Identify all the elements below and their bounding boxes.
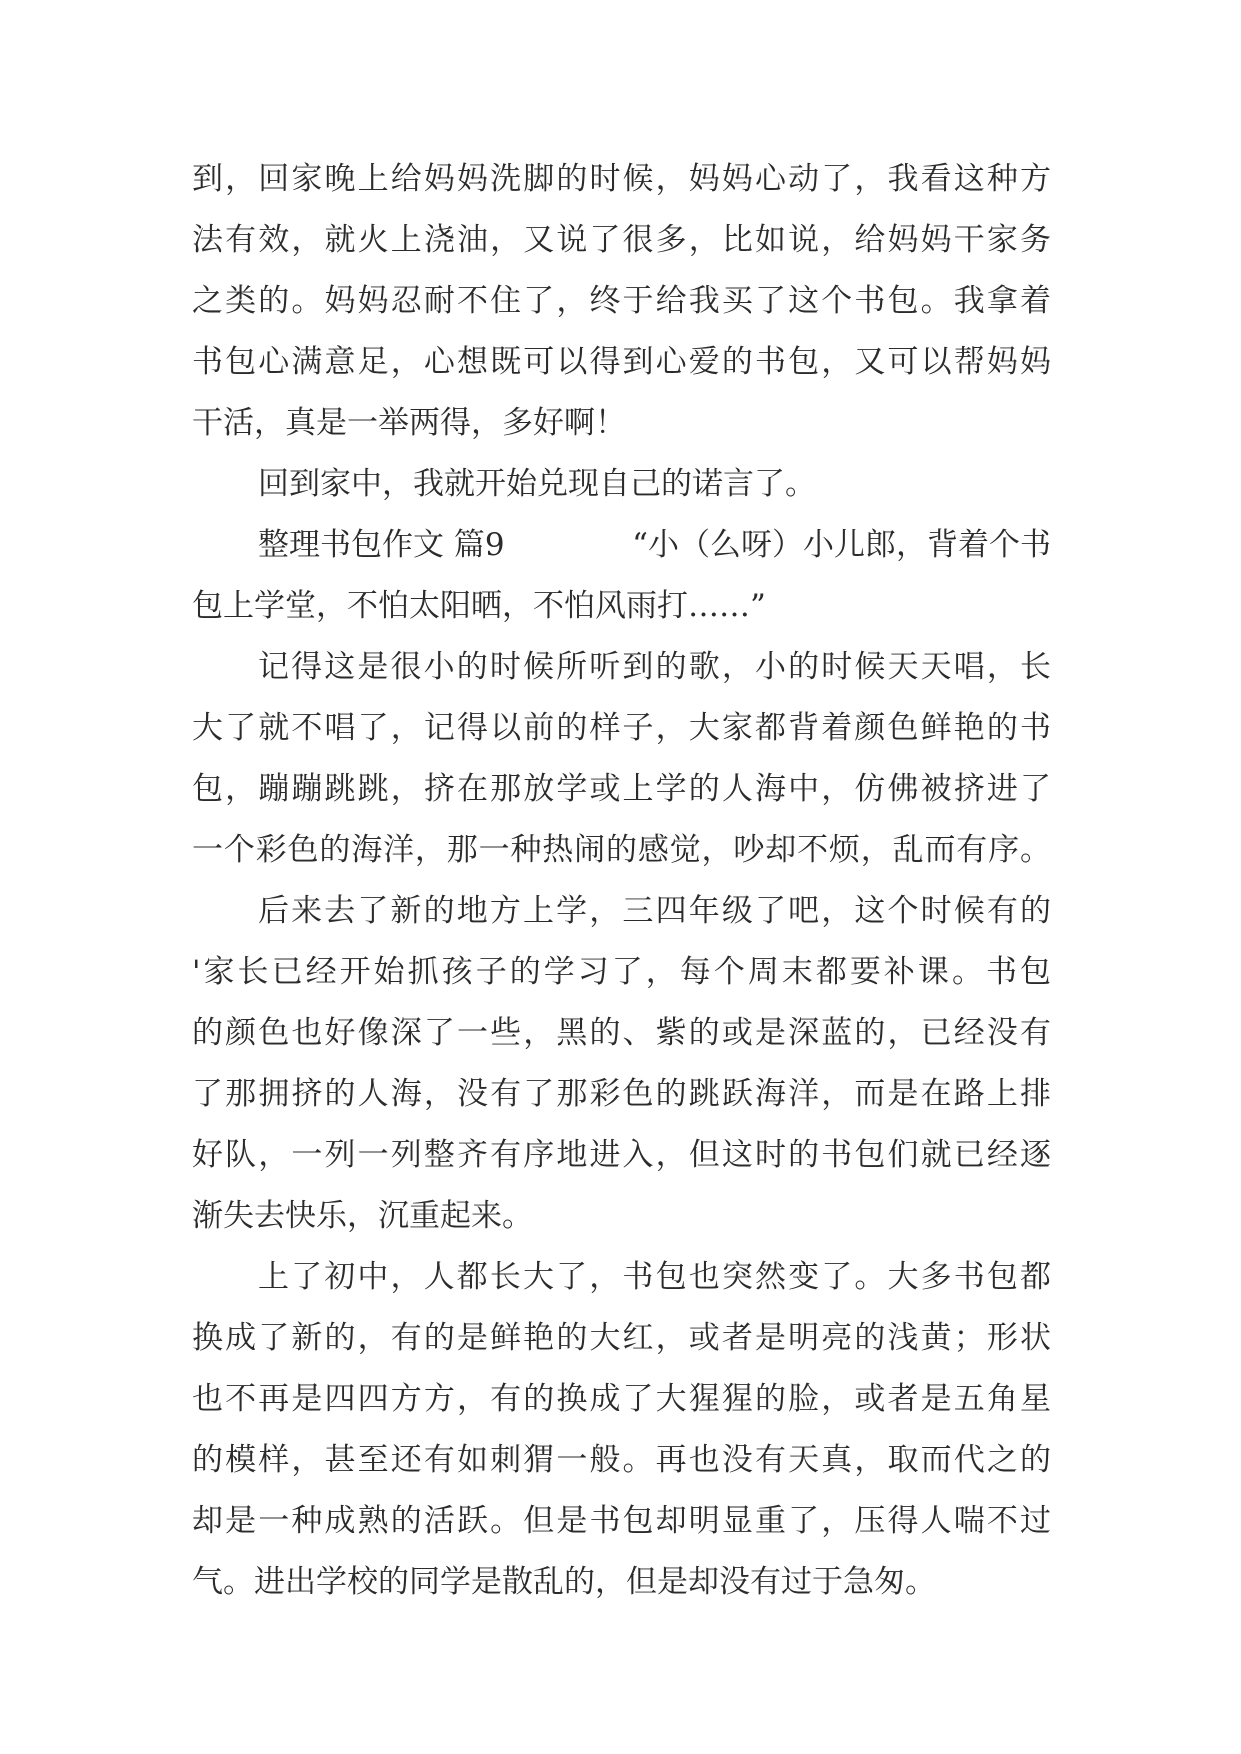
paragraph <box>192 149 1051 454</box>
text-line: 的模样，甚至还有如刺猬一般。再也没有天真，取而代之的 <box>192 1442 1051 1478</box>
text-line: 一个彩色的海洋，那一种热闹的感觉，吵却不烦，乱而有序。 <box>192 832 1051 868</box>
text-line: 干活，真是一举两得，多好啊！ <box>192 405 626 441</box>
text-line: 换成了新的，有的是鲜艳的大红，或者是明亮的浅黄；形状 <box>192 1320 1051 1356</box>
text-line: 书包心满意足，心想既可以得到心爱的书包，又可以帮妈妈 <box>192 344 1051 380</box>
text-line: 了那拥挤的人海，没有了那彩色的跳跃海洋，而是在路上排 <box>192 1076 1051 1112</box>
paragraph <box>192 1247 1051 1613</box>
text-line: 却是一种成熟的活跃。但是书包却明显重了，压得人喘不过 <box>192 1503 1051 1539</box>
paragraph <box>192 881 1051 1247</box>
text-line: 大了就不唱了，记得以前的样子，大家都背着颜色鲜艳的书 <box>192 710 1051 746</box>
text-line: 到，回家晚上给妈妈洗脚的时候，妈妈心动了，我看这种方 <box>192 161 1051 197</box>
text-line: 气。进出学校的同学是散乱的，但是却没有过于急匆。 <box>192 1564 936 1600</box>
section-heading: 整理书包作文 篇9 <box>258 527 505 563</box>
text-line: 后来去了新的地方上学，三四年级了吧，这个时候有的 <box>258 893 1051 929</box>
text-line: 的颜色也好像深了一些，黑的、紫的或是深蓝的，已经没有 <box>192 1015 1051 1051</box>
text-line <box>192 515 1051 576</box>
text-line: 好队，一列一列整齐有序地进入，但这时的书包们就已经逐 <box>192 1137 1051 1173</box>
paragraph <box>192 515 1051 637</box>
document-page <box>192 149 1051 1613</box>
text-line: 记得这是很小的时候所听到的歌，小的时候天天唱，长 <box>258 649 1051 685</box>
paragraph <box>192 454 1051 515</box>
text-line: 包，蹦蹦跳跳，挤在那放学或上学的人海中，仿佛被挤进了 <box>192 771 1051 807</box>
text-line: 包上学堂，不怕太阳晒，不怕风雨打……” <box>192 588 766 624</box>
text-line: 法有效，就火上浇油，又说了很多，比如说，给妈妈干家务 <box>192 222 1051 258</box>
paragraph <box>192 637 1051 881</box>
text-line: 上了初中，人都长大了，书包也突然变了。大多书包都 <box>258 1259 1051 1295</box>
text-line: 之类的。妈妈忍耐不住了，终于给我买了这个书包。我拿着 <box>192 283 1051 319</box>
text-line: 回到家中，我就开始兑现自己的诺言了。 <box>258 466 816 502</box>
text-line: '家长已经开始抓孩子的学习了，每个周末都要补课。书包 <box>192 954 1051 990</box>
text-line: 也不再是四四方方，有的换成了大猩猩的脸，或者是五角星 <box>192 1381 1051 1417</box>
text-line: 渐失去快乐，沉重起来。 <box>192 1198 533 1234</box>
text-segment: “小（么呀）小儿郎，背着个书 <box>632 527 1051 563</box>
